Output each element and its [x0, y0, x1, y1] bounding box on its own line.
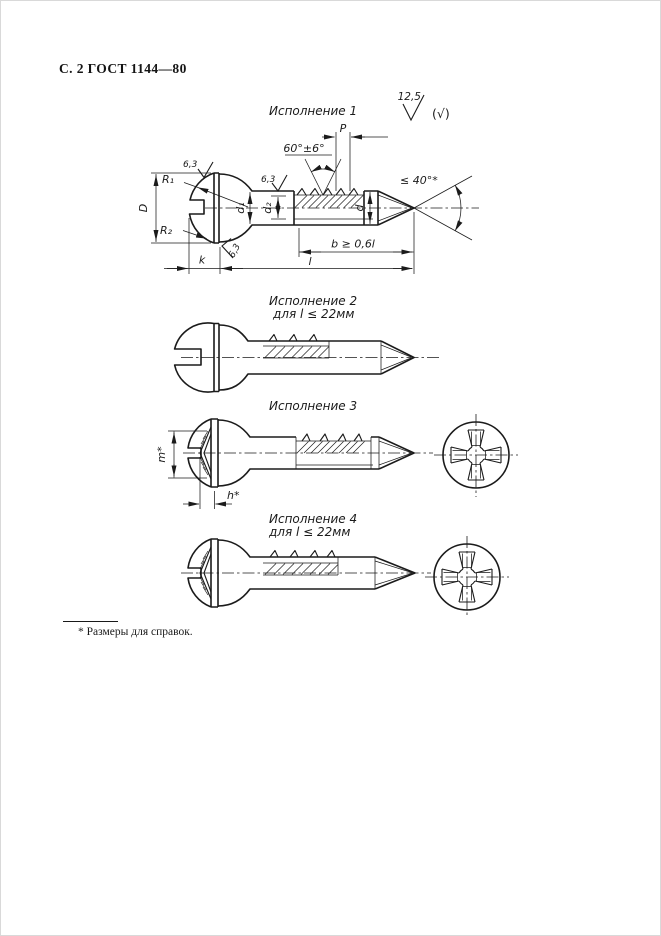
figure-ispolnenie-4: [181, 512, 509, 618]
fig2-thread-spikes: [269, 335, 317, 342]
fig1-R1-label: R₁: [162, 173, 175, 186]
fig1-roughness-shaft: 6,3: [261, 175, 276, 185]
fig4-caption: Исполнение 4: [269, 512, 358, 526]
fig3-section-hatch: [297, 442, 365, 454]
footnote-text: * Размеры для справок.: [78, 626, 193, 638]
fig3-thread-spikes: [302, 434, 362, 441]
fig1-D-label: D: [137, 203, 150, 213]
fig1-d1-label: d₁: [234, 202, 247, 214]
fig1-thread-teeth: [297, 189, 358, 196]
fig1-k-label: k: [198, 253, 206, 267]
fig3-h-label: h*: [227, 489, 240, 502]
fig2-thread-hatch: [265, 347, 329, 358]
fig1-tip-angle-arc-up: [455, 185, 461, 208]
fig1-d2-label: d₂: [261, 202, 274, 214]
fig1-roughness-underhead: 6,3: [227, 242, 244, 260]
fig3-caption: Исполнение 3: [269, 399, 358, 413]
fig1-b-label: b ≥ 0,6l: [331, 237, 375, 251]
fig1-l-label: l: [308, 255, 312, 268]
fig1-tip-angle-label: ≤ 40°*: [400, 174, 438, 187]
fig2-condition: для l ≤ 22мм: [273, 307, 355, 321]
fig1-profile-arc-left: [311, 169, 323, 172]
figure-ispolnenie-1: [137, 104, 479, 274]
finish-value: 12,5: [397, 91, 421, 103]
finish-parenthetical: (√): [432, 106, 450, 121]
fig2-caption: Исполнение 2: [269, 294, 358, 308]
fig4-condition: для l ≤ 22мм: [269, 525, 351, 539]
fig4-thread-spikes: [270, 551, 335, 558]
technical-drawing: [1, 1, 661, 701]
footnote-rule: [63, 621, 118, 622]
fig3-end-view: [434, 414, 518, 497]
fig3-m-label: m*: [155, 446, 168, 463]
fig1-tip-angle-arc-down: [455, 208, 461, 231]
fig1-roughness-head: 6,3: [183, 160, 198, 170]
figure-ispolnenie-3: [155, 399, 518, 509]
fig1-profile-legs: [285, 155, 341, 195]
fig1-thread-angle-label: 60°±6°: [283, 142, 325, 155]
fig4-endview-centerlines: [425, 536, 509, 618]
fig1-profile-arc-right: [323, 169, 335, 172]
fig4-end-view: [425, 536, 509, 618]
fig1-extension-lines: [151, 173, 414, 274]
fig1-pitch-label: P: [339, 122, 347, 135]
fig1-d-label: d: [353, 204, 366, 212]
page-header: С. 2 ГОСТ 1144—80: [59, 61, 187, 76]
fig1-pitch-ext: [336, 132, 388, 191]
fig1-caption: Исполнение 1: [269, 104, 358, 118]
fig1-R2-leader: [183, 231, 207, 239]
fig1-R2-label: R₂: [160, 224, 173, 237]
fig3-endview-centerlines: [434, 414, 518, 497]
surface-finish-note: [398, 91, 450, 121]
figure-ispolnenie-2: [175, 294, 439, 392]
fig1-R1-leader-tail: [184, 183, 198, 188]
